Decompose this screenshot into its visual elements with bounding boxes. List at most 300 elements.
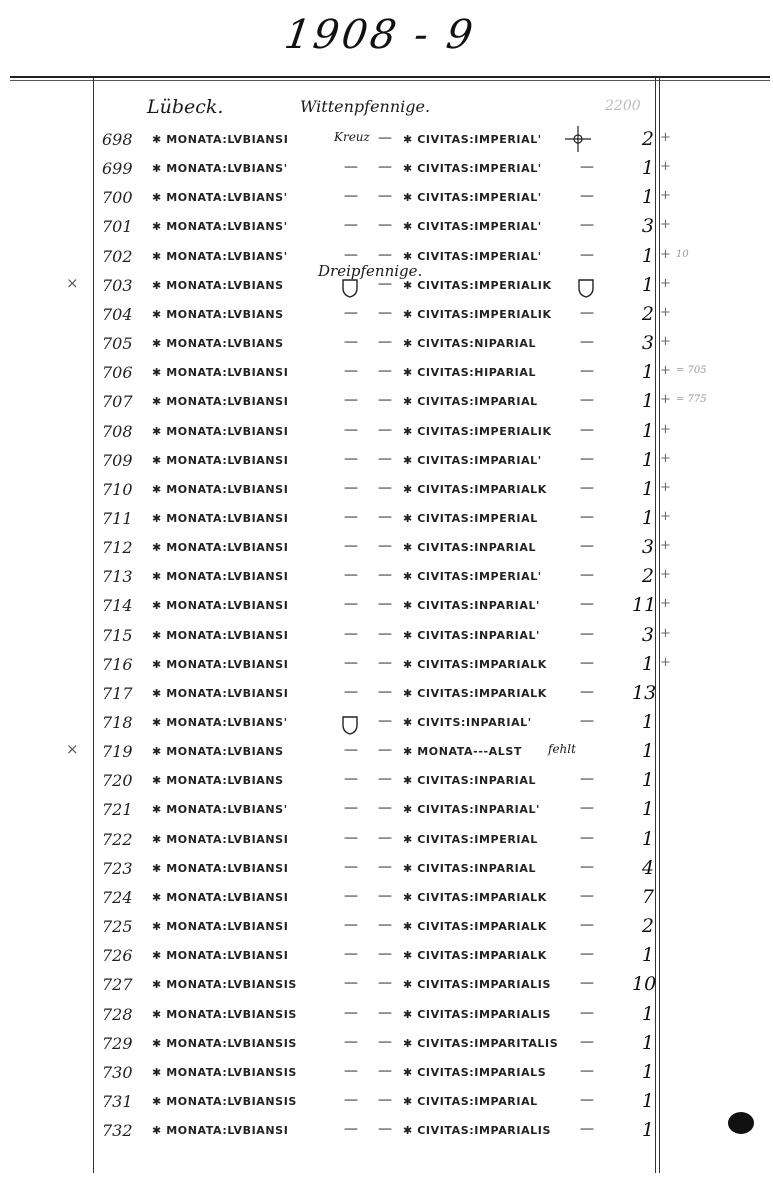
entry-number: 728 [102,1004,133,1024]
entry-number: 712 [102,538,133,558]
ledger-row [0,302,773,334]
entry-number: 715 [102,625,133,645]
entry-number: 699 [102,159,133,179]
obverse-legend: ✱ MONATA:LVBIANSI [152,949,289,963]
plus-mark: + [660,392,671,408]
dash-mark: — [344,946,358,963]
dash-mark: — [344,159,358,176]
entry-number: 705 [102,334,133,354]
obverse-legend: ✱ MONATA:LVBIANS' [152,191,288,205]
ledger-row [0,273,773,305]
plus-mark: + [660,363,671,379]
dash-mark: — [580,887,594,904]
coin-count: 1 [641,361,654,384]
top-rule [10,76,770,78]
plus-mark: + [660,304,671,320]
ledger-row [0,392,773,421]
dash-mark: — [344,508,358,525]
ledger-row [0,623,773,655]
ledger-row [0,1002,773,1034]
dash-mark: — [378,1062,392,1079]
dash-mark: — [378,159,392,176]
coin-count: 1 [641,1089,654,1112]
coin-count: 1 [641,1060,654,1083]
coin-count: 13 [632,681,657,704]
dash-mark: — [344,421,358,438]
reverse-legend: ✱ CIVITAS:INPARIAL [403,541,537,555]
plus-mark: + [660,625,671,641]
coin-count: 1 [641,448,654,471]
coin-count: 4 [641,856,654,879]
obverse-legend: ✱ MONATA:LVBIANS [152,307,284,321]
coin-count: 2 [641,128,654,150]
reverse-legend: ✱ CIVITAS:HIPARIAL [403,366,537,380]
ledger-row [0,713,773,742]
reverse-legend: ✱ CIVITAS:IMPARIALK [403,482,547,496]
top-rule-secondary [10,80,770,81]
reverse-note: fehlt [548,742,576,757]
plus-mark: + [660,246,671,262]
dash-mark: — [580,1062,594,1079]
reverse-legend: ✱ CIVITAS:INPARIAL' [403,628,541,642]
dash-mark: — [378,829,392,846]
entry-number: 713 [102,567,133,587]
obverse-legend: ✱ MONATA:LVBIANS' [152,220,288,234]
dash-mark: — [344,800,358,817]
page-title: 1908 - 9 [281,12,479,58]
entry-number: 709 [102,450,133,470]
coin-count: 1 [641,769,654,792]
plus-mark: + [660,538,671,554]
dash-mark: — [580,246,594,263]
dash-mark: — [344,217,358,234]
entry-number: 710 [102,479,133,499]
coin-count: 1 [641,273,654,296]
crosshair-icon [563,124,593,154]
dash-mark: — [378,363,392,380]
dash-mark: — [580,654,594,671]
plus-mark: + [660,188,671,204]
plus-mark: + [660,654,671,670]
reverse-legend: ✱ CIVITAS:IMPARIALK [403,657,547,671]
obverse-legend: ✱ MONATA:LVBIANS [152,278,284,292]
obverse-legend: ✱ MONATA:LVBIANSI [152,482,289,496]
reverse-legend: ✱ CIVITAS:IMPERIAL' [403,220,542,234]
ledger-row [0,363,773,392]
ledger-row [0,506,773,538]
plus-mark: + [660,596,671,612]
obverse-legend: ✱ MONATA:LVBIANSI [152,395,289,409]
faint-number: 2200 [605,98,641,114]
entry-number: 721 [102,800,133,820]
subheading-coin-type: Dreipfennige. [318,262,423,280]
dash-mark: — [580,625,594,642]
dash-mark: — [580,450,594,467]
dash-mark: — [344,975,358,992]
dash-mark: — [580,1121,594,1138]
ledger-row [0,827,773,859]
reverse-legend: ✱ CIVITAS:IMPERIAL' [403,249,542,263]
dash-mark: — [378,742,392,759]
dash-mark: — [344,742,358,759]
ledger-row [0,885,773,917]
dash-mark: — [580,975,594,992]
reverse-legend: ✱ CIVITAS:IMPARIAL [403,1094,538,1108]
obverse-legend: ✱ MONATA:LVBIANS [152,745,284,759]
margin-note: 10 [676,248,689,260]
dash-mark: — [378,1004,392,1021]
dash-mark: — [580,917,594,934]
dash-mark: — [580,188,594,205]
obverse-legend: ✱ MONATA:LVBIANSI [152,628,289,642]
dash-mark: — [344,1004,358,1021]
ledger-row [0,917,773,946]
x-mark: × [66,740,79,759]
obverse-legend: ✱ MONATA:LVBIANSI [152,133,289,146]
x-mark: × [66,273,79,292]
coin-count: 1 [641,827,654,850]
dash-mark: — [344,304,358,321]
reverse-legend: ✱ CIVITAS:IMPERIALIK [403,307,552,321]
coin-count: 1 [641,944,654,967]
reverse-legend: ✱ CIVITAS:INPARIAL [403,861,537,875]
dash-mark: — [378,392,392,409]
entry-number: 714 [102,596,133,616]
margin-note: = 775 [676,394,707,406]
ledger-row [0,856,773,888]
shield-icon [577,278,595,298]
coin-count: 1 [641,419,654,442]
dash-mark: — [378,275,392,292]
dash-mark: — [378,800,392,817]
entry-number: 718 [102,713,133,732]
reverse-legend: ✱ CIVITAS:IMPERIALIK [403,278,552,292]
reverse-legend: ✱ CIVITAS:IMPARIALIS [403,978,552,992]
obverse-legend: ✱ MONATA:LVBIANSI [152,657,289,671]
dash-mark: — [378,217,392,234]
dash-mark: — [378,713,392,729]
dash-mark: — [378,1121,392,1138]
coin-count: 1 [641,1119,654,1142]
dash-mark: — [344,334,358,351]
dash-mark: — [344,450,358,467]
dash-mark: — [378,917,392,934]
entry-number: 701 [102,217,133,237]
dash-mark: — [378,771,392,788]
ledger-row [0,1060,773,1092]
obverse-legend: ✱ MONATA:LVBIANS [152,337,284,351]
dash-mark: — [344,188,358,205]
ledger-row [0,567,773,596]
obverse-legend: ✱ MONATA:LVBIANSI [152,1124,289,1138]
dash-mark: — [580,858,594,875]
reverse-legend: ✱ CIVITAS:IMPERIAL' [403,133,542,146]
obverse-legend: ✱ MONATA:LVBIANSIS [152,1007,297,1021]
coin-count: 1 [641,711,654,733]
entry-number: 700 [102,188,133,208]
dash-mark: — [580,713,594,729]
entry-number: 726 [102,946,133,966]
obverse-legend: ✱ MONATA:LVBIANSI [152,366,289,380]
dash-mark: — [580,771,594,788]
reverse-legend: ✱ CIVITAS:INPARIAL' [403,599,541,613]
plus-mark: + [660,217,671,233]
entry-number: 729 [102,1033,133,1053]
obverse-legend: ✱ MONATA:LVBIANSIS [152,1094,297,1108]
dash-mark: — [580,421,594,438]
obverse-legend: ✱ MONATA:LVBIANSIS [152,978,297,992]
ledger-row [0,975,773,1004]
coin-count: 11 [632,594,657,617]
ledger-row [0,771,773,800]
coin-count: 1 [641,798,654,821]
reverse-legend: ✱ CIVITAS:IMPERIAL [403,511,538,525]
plus-mark: + [660,275,671,291]
entry-number: 717 [102,683,133,703]
ledger-row [0,742,773,771]
obverse-legend: ✱ MONATA:LVBIANS' [152,162,288,176]
obverse-legend: ✱ MONATA:LVBIANSI [152,599,289,613]
dash-mark: — [580,363,594,380]
ledger-row [0,217,773,246]
dash-mark: — [378,130,392,146]
dash-mark: — [580,596,594,613]
obverse-legend: ✱ MONATA:LVBIANS' [152,803,288,817]
coin-count: 1 [641,477,654,500]
dash-mark: — [344,771,358,788]
coin-count: 1 [641,652,654,675]
coin-count: 2 [641,302,654,325]
coin-count: 1 [641,1002,654,1025]
coin-count: 1 [641,244,654,267]
entry-number: 707 [102,392,133,412]
dash-mark: — [344,858,358,875]
reverse-legend: ✱ CIVITAS:IMPERIAL' [403,191,542,205]
dash-mark: — [344,654,358,671]
dash-mark: — [378,625,392,642]
entry-number: 724 [102,887,133,907]
dash-mark: — [378,538,392,555]
reverse-legend: ✱ CIVITAS:INPARIAL [403,774,537,788]
dash-mark: — [580,946,594,963]
plus-mark: + [660,450,671,466]
obverse-legend: ✱ MONATA:LVBIANSI [152,890,289,904]
dash-mark: — [344,887,358,904]
plus-mark: + [660,567,671,583]
dash-mark: — [378,304,392,321]
reverse-legend: ✱ CIVITAS:IMPARIAL' [403,453,542,467]
entry-number: 704 [102,304,133,324]
reverse-legend: ✱ CIVITAS:IMPARIALS [403,1065,547,1079]
entry-number: 732 [102,1121,133,1141]
dash-mark: — [580,159,594,176]
reverse-legend: ✱ CIVITAS:IMPERIAL' [403,162,542,176]
dash-mark: — [580,538,594,555]
ledger-row [0,681,773,713]
dash-mark: — [378,188,392,205]
plus-mark: + [660,508,671,524]
coin-count: 7 [641,885,654,908]
ledger-row [0,652,773,684]
dash-mark: — [344,829,358,846]
dash-mark: — [378,858,392,875]
reverse-legend: ✱ CIVITAS:INPARIAL' [403,803,541,817]
dash-mark: — [344,246,358,263]
obverse-legend: ✱ MONATA:LVBIANSI [152,920,289,934]
obverse-legend: ✱ MONATA:LVBIANSI [152,861,289,875]
dash-mark: — [378,567,392,584]
dash-mark: — [580,304,594,321]
obverse-legend: ✱ MONATA:LVBIANSI [152,424,289,438]
dash-mark: — [378,450,392,467]
coin-count: 1 [641,390,654,413]
reverse-legend: ✱ CIVITAS:IMPERIAL' [403,570,542,584]
obverse-legend: ✱ MONATA:LVBIANSI [152,511,289,525]
coin-count: 1 [641,1031,654,1054]
obverse-legend: ✱ MONATA:LVBIANS' [152,716,288,729]
obverse-note: Kreuz [334,130,370,144]
dash-mark: — [344,567,358,584]
shield-icon [341,278,359,298]
entry-number: 719 [102,742,133,762]
dash-mark: — [378,421,392,438]
dash-mark: — [580,508,594,525]
ledger-row [0,800,773,829]
plus-mark: + [660,130,671,145]
dash-mark: — [378,887,392,904]
dash-mark: — [580,683,594,700]
dash-mark: — [344,538,358,555]
shield-icon [341,715,359,735]
dash-mark: — [344,625,358,642]
reverse-legend: ✱ CIVITAS:IMPARIALK [403,949,547,963]
dash-mark: — [378,946,392,963]
coin-count: 3 [641,536,654,559]
reverse-legend: ✱ CIVITAS:IMPARIALIS [403,1124,552,1138]
reverse-legend: ✱ CIVITAS:IMPARIALK [403,890,547,904]
dash-mark: — [378,334,392,351]
entry-number: 711 [102,508,133,528]
dash-mark: — [344,683,358,700]
dash-mark: — [344,1033,358,1050]
dash-mark: — [580,392,594,409]
ledger-row [0,244,773,276]
entry-number: 730 [102,1062,133,1082]
dash-mark: — [378,479,392,496]
reverse-legend: ✱ CIVITAS:IMPARITALIS [403,1036,559,1050]
obverse-legend: ✱ MONATA:LVBIANSIS [152,1036,297,1050]
coin-count: 1 [641,157,654,180]
entry-number: 708 [102,421,133,441]
plus-mark: + [660,159,671,175]
dash-mark: — [378,683,392,700]
ledger-row [0,448,773,480]
entry-number: 727 [102,975,133,995]
entry-number: 702 [102,246,133,266]
entry-number: 698 [102,130,133,149]
ledger-row [0,419,773,451]
dash-mark: — [580,800,594,817]
reverse-legend: ✱ CIVITAS:NIPARIAL [403,337,537,351]
heading-city: Lübeck. [147,96,224,118]
entry-number: 722 [102,829,133,849]
reverse-legend: ✱ CIVITAS:IMPARIAL [403,395,538,409]
coin-count: 3 [641,215,654,238]
dash-mark: — [344,1062,358,1079]
coin-count: 3 [641,332,654,355]
plus-mark: + [660,334,671,350]
obverse-legend: ✱ MONATA:LVBIANSI [152,453,289,467]
coin-count: 1 [641,186,654,209]
dash-mark: — [378,975,392,992]
obverse-legend: ✱ MONATA:LVBIANS [152,774,284,788]
dash-mark: — [580,1033,594,1050]
dash-mark: — [580,829,594,846]
ledger-row [0,538,773,567]
heading-coin-type: Wittenpfennige. [300,97,431,116]
dash-mark: — [378,1033,392,1050]
margin-note: = 705 [676,365,707,377]
entry-number: 703 [102,275,133,295]
reverse-legend: ✱ CIVITAS:IMPARIALK [403,920,547,934]
ledger-row [0,477,773,509]
ledger-row [0,1031,773,1063]
reverse-legend: ✱ CIVITAS:IMPERIAL [403,832,538,846]
ledger-row [0,1089,773,1121]
entry-number: 731 [102,1091,133,1111]
dash-mark: — [580,479,594,496]
entry-number: 723 [102,858,133,878]
ledger-row [0,159,773,188]
dash-mark: — [580,334,594,351]
dash-mark: — [580,1091,594,1108]
dash-mark: — [344,479,358,496]
ledger-row [0,188,773,217]
ink-blot [728,1112,754,1134]
dash-mark: — [344,917,358,934]
ledger-row [0,946,773,975]
reverse-legend: ✱ CIVITAS:IMPERIALIK [403,424,552,438]
entry-number: 716 [102,654,133,674]
coin-count: 3 [641,623,654,646]
dash-mark: — [344,1091,358,1108]
obverse-legend: ✱ MONATA:LVBIANSI [152,686,289,700]
ledger-row [0,596,773,625]
entry-number: 725 [102,917,133,937]
obverse-legend: ✱ MONATA:LVBIANSI [152,832,289,846]
dash-mark: — [378,1091,392,1108]
entry-number: 706 [102,363,133,383]
coin-count: 2 [641,915,654,938]
coin-count: 2 [641,565,654,588]
reverse-legend: ✱ CIVITS:INPARIAL' [403,716,532,729]
plus-mark: + [660,421,671,437]
ledger-row [0,334,773,363]
obverse-legend: ✱ MONATA:LVBIANS' [152,249,288,263]
plus-mark: + [660,479,671,495]
obverse-legend: ✱ MONATA:LVBIANSI [152,541,289,555]
dash-mark: — [580,1004,594,1021]
dash-mark: — [580,567,594,584]
dash-mark: — [378,246,392,263]
dash-mark: — [344,596,358,613]
coin-count: 1 [641,740,654,763]
ledger-row [0,130,773,159]
dash-mark: — [378,508,392,525]
obverse-legend: ✱ MONATA:LVBIANSIS [152,1065,297,1079]
ledger-row [0,1121,773,1150]
reverse-legend: ✱ MONATA---ALST [403,745,523,759]
